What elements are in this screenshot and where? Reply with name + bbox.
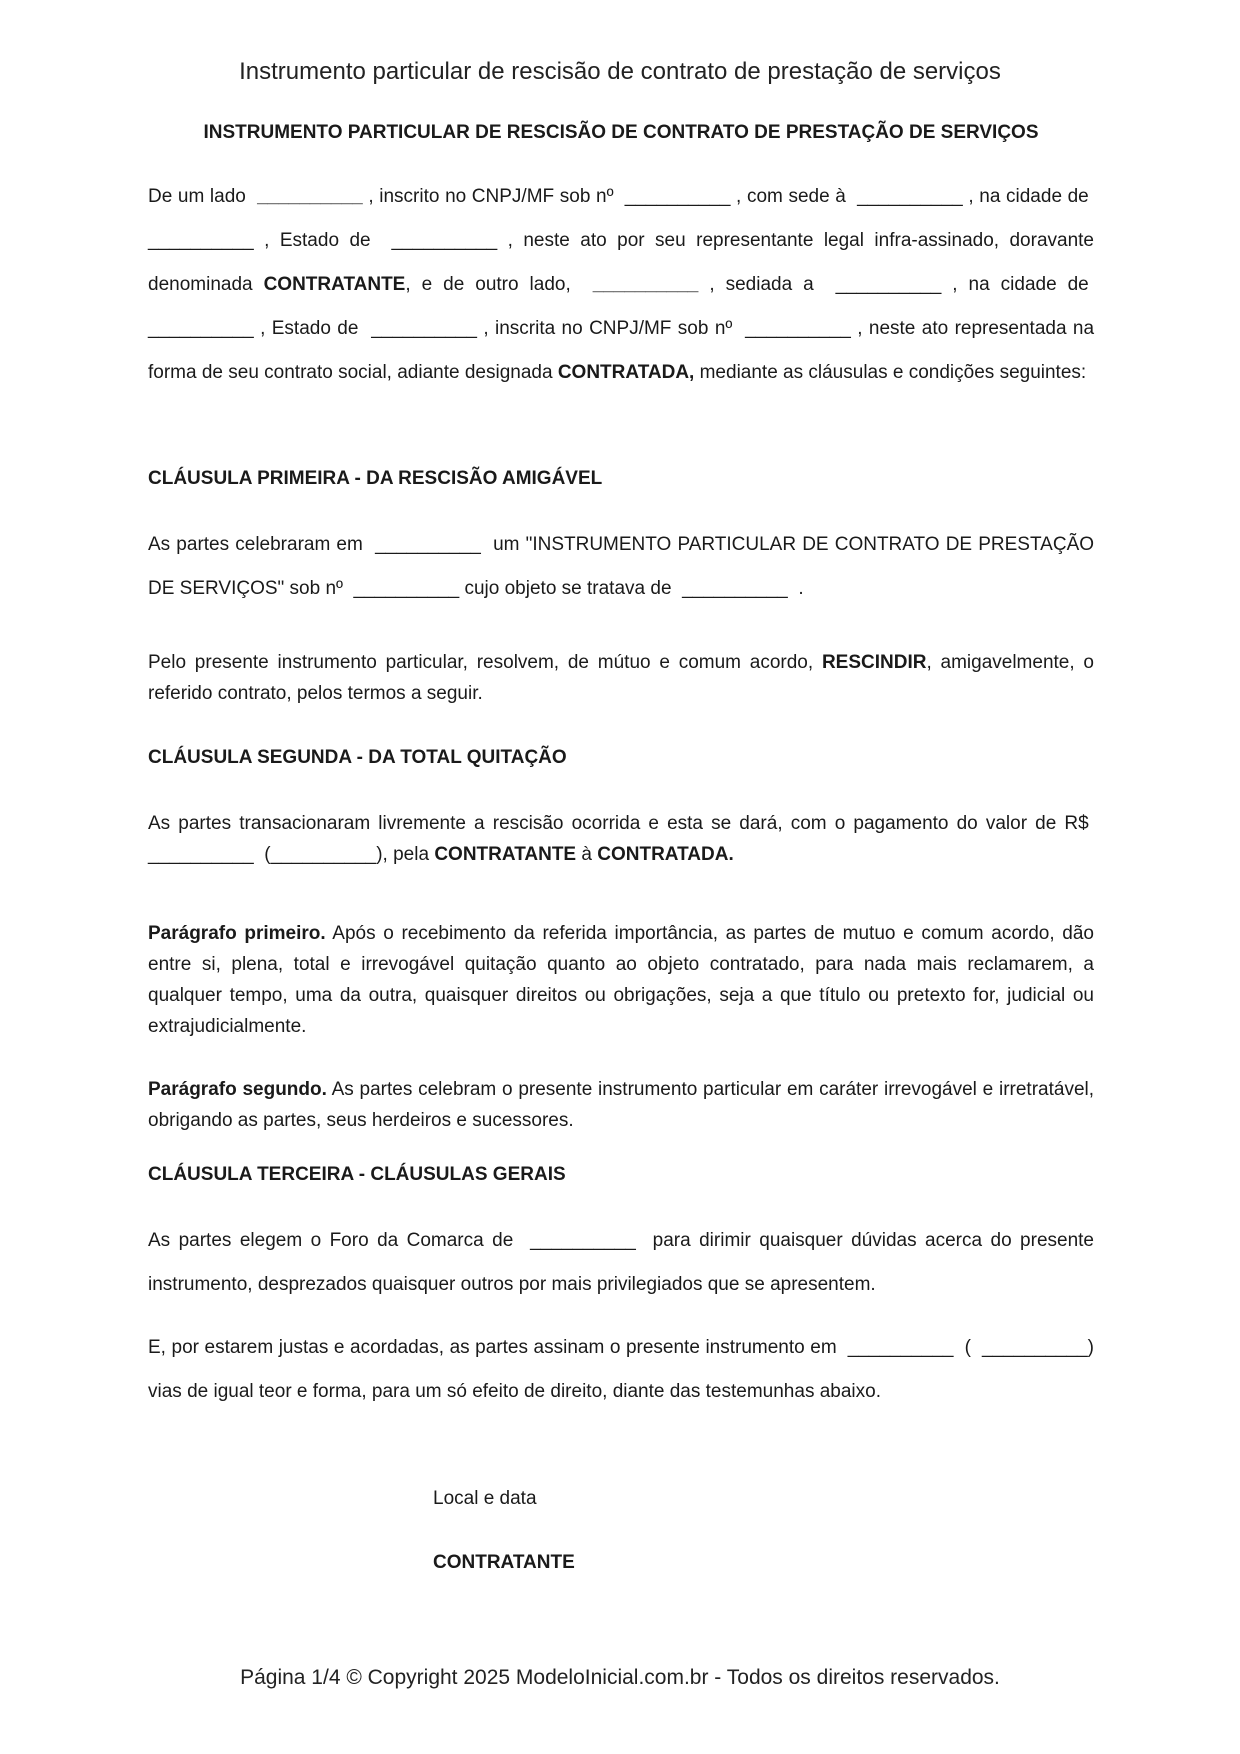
blank-field[interactable]: __________ — [148, 230, 254, 251]
clause-3-heading: CLÁUSULA TERCEIRA - CLÁUSULAS GERAIS — [148, 1164, 566, 1185]
blank-field[interactable]: __________ — [148, 318, 254, 339]
blank-field[interactable]: __________ — [857, 186, 963, 207]
paragraph-segundo: Parágrafo segundo. As partes celebram o presente instrumento particular em caráter irrevogável e irretratável, obrigando as partes, seus herdeiros e sucessores. — [148, 1079, 1095, 1131]
blank-field[interactable]: __________ — [592, 274, 699, 295]
blank-field[interactable]: __________ — [353, 578, 460, 599]
page-footer: Página 1/4 © Copyright 2025 ModeloInicial.com.br - Todos os direitos reservados. — [240, 1666, 1000, 1689]
document-title: INSTRUMENTO PARTICULAR DE RESCISÃO DE CONTRATO DE PRESTAÇÃO DE SERVIÇOS — [203, 122, 1039, 143]
contratante-label: CONTRATANTE — [434, 844, 577, 865]
clause-3-paragraph-2: E, por estarem justas e acordadas, as partes assinam o presente instrumento em __________ ( __________) vias de igual teor e forma, para um só efeito de direito, diante das testemunhas abaixo. — [148, 1337, 1094, 1402]
rescindir-label: RESCINDIR — [821, 652, 927, 673]
clause-2-heading: CLÁUSULA SEGUNDA - DA TOTAL QUITAÇÃO — [148, 747, 567, 768]
paragraph-primeiro: Parágrafo primeiro. Após o recebimento da referida importância, as partes de mutuo e comum acordo, dão entre si, plena, total e irrevogável quitação quanto ao objeto contratado, para nada mais reclamarem, a qualquer tempo, uma da outra, quaisquer direitos ou obrigações, seja a que título ou pretexto for, judicial ou extrajudicialmente. — [148, 923, 1094, 1037]
blank-field[interactable]: __________ — [745, 318, 851, 339]
blank-field[interactable]: __________ — [835, 274, 942, 295]
local-and-date: Local e data — [433, 1488, 537, 1509]
contratada-label: CONTRATADA. — [597, 844, 734, 865]
page-header: Instrumento particular de rescisão de contrato de prestação de serviços — [239, 58, 1001, 85]
clause-3-paragraph-1: As partes elegem o Foro da Comarca de __________ para dirimir quaisquer dúvidas acerca do presente instrumento, desprezados quaisquer outros por mais privilegiados que se apresentem. — [148, 1230, 1094, 1295]
blank-field[interactable]: __________ — [270, 844, 377, 865]
blank-field[interactable]: __________ — [982, 1337, 1088, 1358]
blank-field[interactable]: __________ — [530, 1230, 636, 1251]
clause-2-paragraph-1: As partes transacionaram livremente a rescisão ocorrida e esta se dará, com o pagamento do valor de R$ __________ (__________), pela CONTRATANTE à CONTRATADA. — [148, 813, 1089, 865]
clause-1-paragraph-2: Pelo presente instrumento particular, resolvem, de mútuo e comum acordo, RESCINDIR, amigavelmente, o referido contrato, pelos termos a seguir. — [148, 652, 1094, 704]
blank-field[interactable]: __________ — [624, 186, 731, 207]
blank-field[interactable]: __________ — [371, 318, 477, 339]
clause-1-paragraph-1: As partes celebraram em __________ um "INSTRUMENTO PARTICULAR DE CONTRATO DE PRESTAÇÃO DE SERVIÇOS" sob nº __________ cujo objeto se tratava de __________ . — [148, 534, 1095, 599]
contratante-label: CONTRATANTE — [263, 274, 406, 295]
blank-field[interactable]: __________ — [257, 186, 363, 207]
clause-1-heading: CLÁUSULA PRIMEIRA - DA RESCISÃO AMIGÁVEL — [148, 468, 603, 489]
contratada-label: CONTRATADA, — [557, 362, 695, 383]
blank-field[interactable]: __________ — [375, 534, 481, 555]
blank-field[interactable]: __________ — [391, 230, 498, 251]
blank-field[interactable]: __________ — [847, 1337, 954, 1358]
blank-field[interactable]: __________ — [682, 578, 788, 599]
parties-paragraph: De um lado __________ , inscrito no CNPJ/MF sob nº __________ , com sede à __________ , na cidade de __________ , Estado de __________ , neste ato por seu representante legal infra-assinado, doravante denominada CONTRATANTE, e de outro lado, __________ , sediada a __________ , na cidade de __________ , Estado de __________ , inscrita no CNPJ/MF sob nº __________ , neste ato representada na forma de seu contrato social, adiante designada CONTRATADA, mediante as cláusulas e condições seguintes: — [148, 186, 1095, 383]
signature-contratante: CONTRATANTE — [433, 1552, 575, 1573]
blank-field[interactable]: __________ — [148, 844, 254, 865]
